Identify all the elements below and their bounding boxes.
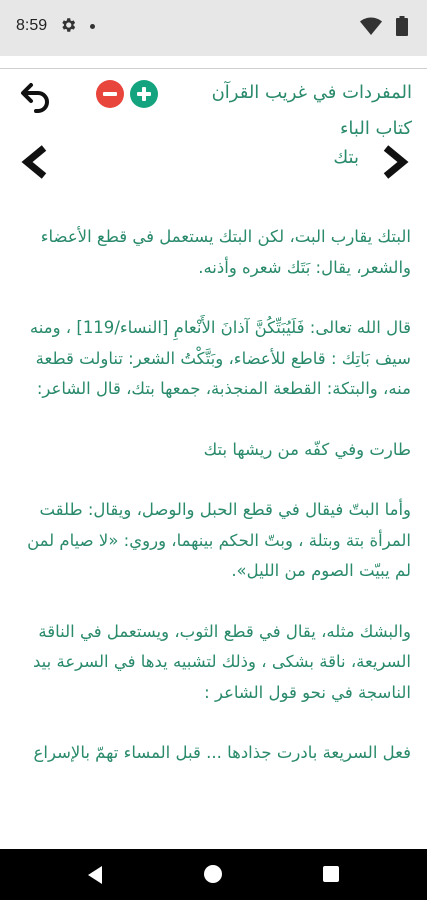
undo-arrow-icon[interactable] [18,77,54,117]
notification-dot-icon [90,24,95,29]
content-paragraph: طارت وفي كفّه من ريشها بتك [203,439,411,459]
header-divider [0,68,427,69]
content-paragraph: فعل السريعة بادرت جذادها ... قبل المساء تهمّ بالإسراع [33,743,411,762]
nav-back-icon[interactable] [86,865,104,889]
battery-icon [396,16,408,40]
increase-font-button[interactable] [130,80,158,108]
decrease-font-button[interactable] [96,80,124,108]
settings-gear-icon [59,16,77,38]
status-bar [0,0,427,56]
next-entry-button[interactable] [378,144,412,184]
app-title: المفردات في غريب القرآن [211,82,412,103]
content-paragraph: والبشك مثله، يقال في قطع الثوب، ويستعمل في الناقة السريعة، ناقة بشكى ، وذلك لتشبيه يدها في السرعة بيد الناسجة في نحو قول الشاعر : [33,621,411,702]
nav-home-icon[interactable] [204,865,222,883]
status-time: 8:59 [16,17,48,34]
content-paragraph: قال الله تعالى: فَلَيُبَتِّكُنَّ آذانَ الأَنْعامِ [النساء/119] ، ومنه سيف بَاتِك : قاطع للأعضاء، وبَتَّكْتُ الشعر: تناولت قطعة منه، والبتكة: القطعة المنجذبة، جمعها بتك، قال الشاعر: [29,318,411,398]
content-paragraph: وأما البتّ فيقال في قطع الحبل والوصل، ويقال: طلقت المرأة بتة وبتلة ، وبتّ الحكم بينهما، وروي: «لا صيام لمن لم يبيّت الصوم من الليل». [27,500,411,580]
system-nav-bar [0,849,427,900]
book-title: كتاب الباء [339,118,412,139]
entry-word: بتك [333,147,359,168]
wifi-icon [360,16,382,40]
nav-recents-icon[interactable] [323,866,339,882]
content-paragraph: البتك يقارب البت، لكن البتك يستعمل في قطع الأعضاء والشعر، يقال: بَتَك شعره وأذنه. [40,227,411,277]
entry-content [16,222,411,799]
previous-entry-button[interactable] [18,144,52,184]
